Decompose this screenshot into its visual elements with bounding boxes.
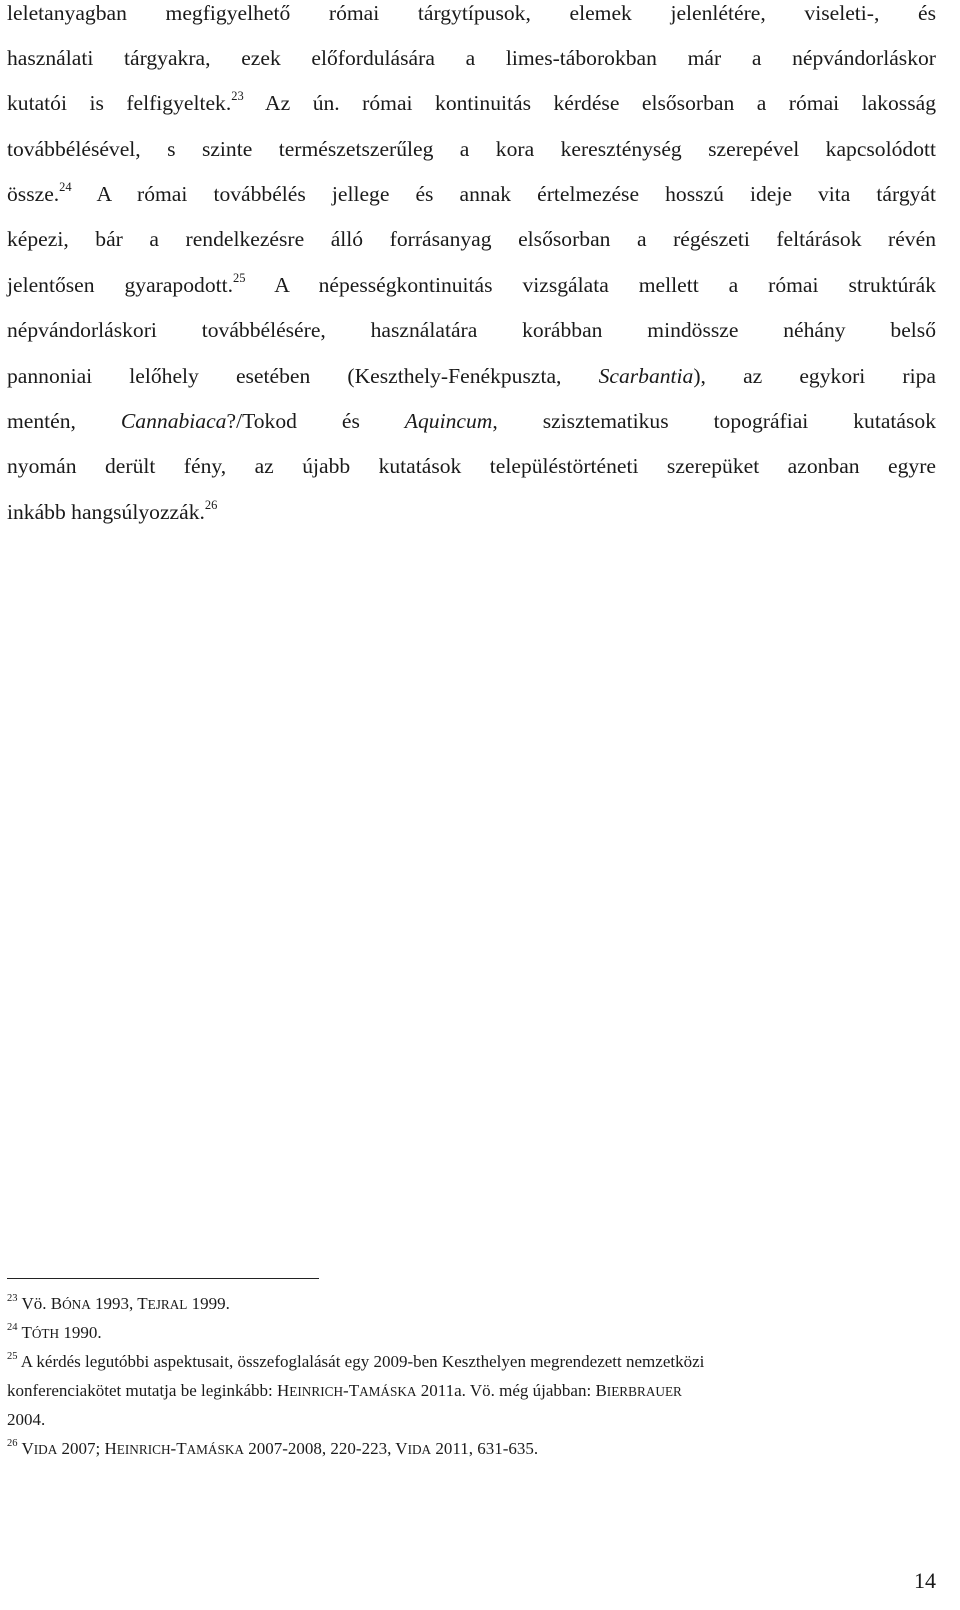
body-line: képezi, bár a rendelkezésre álló forrásanyag elsősorban a régészeti feltárások révén [7,227,936,251]
body-line: inkább hangsúlyozzák.$^{26}$ [7,497,218,524]
body-line: leletanyagban megfigyelhető római tárgytípusok, elemek jelenlétére, viseleti-, és [7,1,936,25]
body-line: továbbélésével, s szinte természetszerűleg a kora kereszténység szerepével kapcsolódott [7,137,936,161]
footnote-26: $^{26}$ VIDA 2007; HEINRICH-TAMÁSKA 2007-2008, 220-223, VIDA 2011, 631-635. [7,1438,539,1458]
footnote-ref-24[interactable]: 24 [59,179,72,194]
body-line: nyomán derült fény, az újabb kutatások településtörténeti szerepüket azonban egyre [7,454,936,478]
body-line: jelentősen gyarapodott.$^{25}$ A népességkontinuitás vizsgálata mellett a római struktúrák [7,270,937,297]
footnote-ref-25[interactable]: 25 [233,270,246,285]
footnote-23: $^{23}$ Vö. BÓNA 1993, TEJRAL 1999. [7,1293,230,1313]
body-line: használati tárgyakra, ezek előfordulására a limes-táborokban már a népvándorláskor [7,46,936,70]
page-number: 14 [914,1568,936,1593]
footnote-separator [7,1278,319,1279]
body-line: kutatói is felfigyeltek.$^{23}$ Az ún. római kontinuitás kérdése elsősorban a római lakosság [7,88,936,115]
footnote-ref-23[interactable]: 23 [231,88,244,103]
italic-place-name: Cannabiaca [120,409,227,433]
footnote-25: $^{25}$ A kérdés legutóbbi aspektusait, összefoglalását egy 2009-ben Keszthelyen megrendezett nemzetközi [7,1351,705,1371]
body-line: pannoniai lelőhely esetében (Keszthely-Fenékpuszta, Scarbantia), az egykori ripa [7,364,936,388]
body-line: össze.$^{24}$ A római továbbélés jellege és annak értelmezése hosszú ideje vita tárgyát [7,179,936,206]
body-line: népvándorláskori továbbélésére, használatára korábban mindössze néhány belső [7,318,936,342]
italic-place-name: Aquincum [404,409,493,433]
footnote-24: $^{24}$ TÓTH 1990. [7,1322,102,1342]
footnote-25-continued: 2004. [7,1410,46,1429]
italic-place-name: Scarbantia [598,364,694,388]
body-line: mentén, Cannabiaca?/Tokod és Aquincum, szisztematikus topográfiai kutatások [7,409,936,433]
footnote-25-continued: konferenciakötet mutatja be leginkább: HEINRICH-TAMÁSKA 2011a. Vö. még újabban: BIERBRAUER [7,1381,682,1400]
footnote-ref-26[interactable]: 26 [204,497,218,512]
